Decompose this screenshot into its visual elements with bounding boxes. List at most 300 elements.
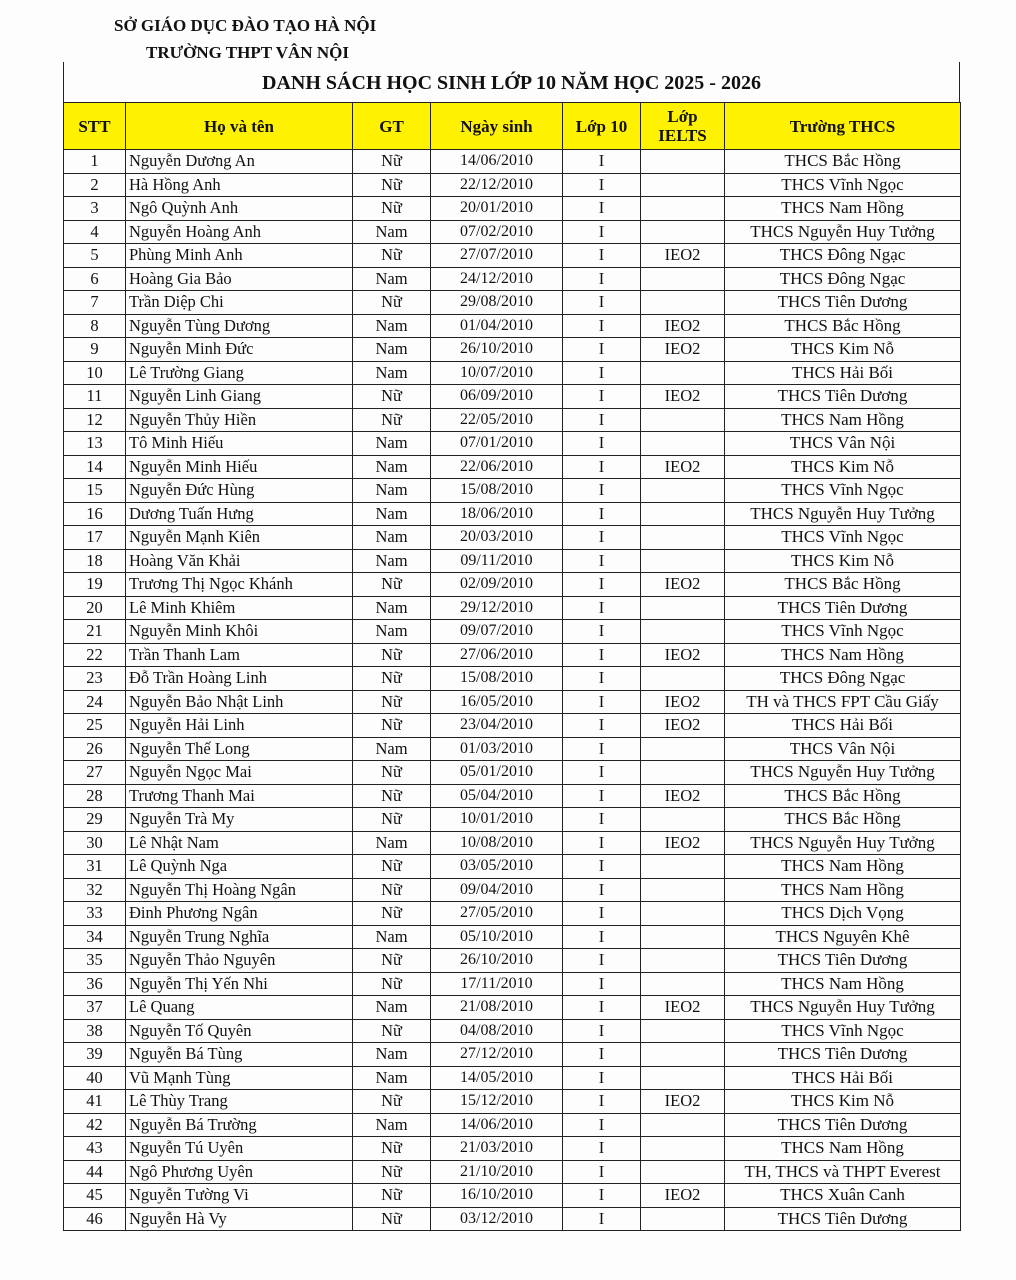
cell-class10: I bbox=[563, 925, 641, 949]
cell-name: Nguyễn Bá Tùng bbox=[126, 1043, 353, 1067]
cell-school: THCS Đông Ngạc bbox=[725, 667, 961, 691]
cell-stt: 36 bbox=[64, 972, 126, 996]
cell-ielts bbox=[641, 949, 725, 973]
cell-school: THCS Tiên Dương bbox=[725, 596, 961, 620]
cell-ielts bbox=[641, 761, 725, 785]
cell-name: Nguyễn Linh Giang bbox=[126, 385, 353, 409]
cell-school: THCS Tiên Dương bbox=[725, 1113, 961, 1137]
cell-school: THCS Bắc Hồng bbox=[725, 808, 961, 832]
cell-school: THCS Nguyễn Huy Tưởng bbox=[725, 996, 961, 1020]
cell-school: THCS Hải Bối bbox=[725, 714, 961, 738]
table-row bbox=[64, 761, 961, 785]
cell-ielts bbox=[641, 291, 725, 315]
cell-stt: 32 bbox=[64, 878, 126, 902]
table-row bbox=[64, 878, 961, 902]
table-row bbox=[64, 667, 961, 691]
cell-gender: Nữ bbox=[353, 197, 431, 221]
cell-name: Nguyễn Tùng Dương bbox=[126, 314, 353, 338]
cell-dob: 09/11/2010 bbox=[431, 549, 563, 573]
cell-name: Nguyễn Thủy Hiền bbox=[126, 408, 353, 432]
cell-stt: 44 bbox=[64, 1160, 126, 1184]
cell-ielts bbox=[641, 855, 725, 879]
cell-gender: Nữ bbox=[353, 714, 431, 738]
cell-school: THCS Nam Hồng bbox=[725, 1137, 961, 1161]
cell-ielts bbox=[641, 737, 725, 761]
cell-gender: Nữ bbox=[353, 855, 431, 879]
cell-gender: Nữ bbox=[353, 902, 431, 926]
cell-stt: 22 bbox=[64, 643, 126, 667]
cell-name: Lê Nhật Nam bbox=[126, 831, 353, 855]
table-row bbox=[64, 314, 961, 338]
cell-gender: Nữ bbox=[353, 1137, 431, 1161]
cell-school: THCS Vĩnh Ngọc bbox=[725, 479, 961, 503]
cell-gender: Nữ bbox=[353, 878, 431, 902]
cell-gender: Nam bbox=[353, 596, 431, 620]
cell-gender: Nam bbox=[353, 996, 431, 1020]
cell-gender: Nam bbox=[353, 220, 431, 244]
cell-stt: 39 bbox=[64, 1043, 126, 1067]
cell-ielts: IEO2 bbox=[641, 1184, 725, 1208]
cell-ielts bbox=[641, 1113, 725, 1137]
col-header-dob: Ngày sinh bbox=[431, 103, 563, 150]
cell-class10: I bbox=[563, 244, 641, 268]
cell-class10: I bbox=[563, 761, 641, 785]
cell-dob: 01/04/2010 bbox=[431, 314, 563, 338]
cell-school: THCS Nguyễn Huy Tưởng bbox=[725, 831, 961, 855]
cell-dob: 04/08/2010 bbox=[431, 1019, 563, 1043]
cell-ielts: IEO2 bbox=[641, 714, 725, 738]
cell-dob: 05/10/2010 bbox=[431, 925, 563, 949]
cell-stt: 35 bbox=[64, 949, 126, 973]
cell-name: Nguyễn Minh Khôi bbox=[126, 620, 353, 644]
cell-class10: I bbox=[563, 878, 641, 902]
cell-school: THCS Nam Hồng bbox=[725, 197, 961, 221]
cell-ielts bbox=[641, 972, 725, 996]
cell-dob: 09/04/2010 bbox=[431, 878, 563, 902]
cell-ielts bbox=[641, 361, 725, 385]
cell-dob: 21/08/2010 bbox=[431, 996, 563, 1020]
student-list-table bbox=[63, 102, 961, 1231]
cell-name: Nguyễn Hoàng Anh bbox=[126, 220, 353, 244]
cell-school: THCS Hải Bối bbox=[725, 361, 961, 385]
cell-gender: Nữ bbox=[353, 784, 431, 808]
cell-school: THCS Tiên Dương bbox=[725, 385, 961, 409]
table-row bbox=[64, 173, 961, 197]
cell-ielts: IEO2 bbox=[641, 690, 725, 714]
cell-gender: Nam bbox=[353, 549, 431, 573]
cell-gender: Nữ bbox=[353, 573, 431, 597]
cell-dob: 20/03/2010 bbox=[431, 526, 563, 550]
cell-dob: 26/10/2010 bbox=[431, 949, 563, 973]
cell-stt: 46 bbox=[64, 1207, 126, 1231]
table-row bbox=[64, 808, 961, 832]
cell-gender: Nữ bbox=[353, 1019, 431, 1043]
cell-gender: Nam bbox=[353, 1043, 431, 1067]
table-row bbox=[64, 455, 961, 479]
col-header-ielts-line2: IELTS bbox=[658, 126, 707, 145]
cell-class10: I bbox=[563, 949, 641, 973]
cell-class10: I bbox=[563, 197, 641, 221]
cell-dob: 23/04/2010 bbox=[431, 714, 563, 738]
cell-ielts bbox=[641, 808, 725, 832]
cell-name: Nguyễn Hà Vy bbox=[126, 1207, 353, 1231]
cell-school: THCS Nam Hồng bbox=[725, 408, 961, 432]
cell-gender: Nữ bbox=[353, 690, 431, 714]
cell-gender: Nam bbox=[353, 455, 431, 479]
cell-stt: 33 bbox=[64, 902, 126, 926]
cell-stt: 28 bbox=[64, 784, 126, 808]
cell-name: Dương Tuấn Hưng bbox=[126, 502, 353, 526]
col-header-gender: GT bbox=[353, 103, 431, 150]
table-row bbox=[64, 714, 961, 738]
cell-school: THCS Nguyễn Huy Tưởng bbox=[725, 502, 961, 526]
cell-dob: 15/08/2010 bbox=[431, 479, 563, 503]
table-row bbox=[64, 596, 961, 620]
cell-ielts: IEO2 bbox=[641, 314, 725, 338]
cell-gender: Nữ bbox=[353, 408, 431, 432]
cell-school: THCS Nam Hồng bbox=[725, 972, 961, 996]
cell-stt: 41 bbox=[64, 1090, 126, 1114]
cell-class10: I bbox=[563, 526, 641, 550]
cell-name: Ngô Phương Uyên bbox=[126, 1160, 353, 1184]
cell-ielts bbox=[641, 197, 725, 221]
table-row bbox=[64, 1019, 961, 1043]
table-row bbox=[64, 1066, 961, 1090]
cell-gender: Nam bbox=[353, 314, 431, 338]
cell-name: Ngô Quỳnh Anh bbox=[126, 197, 353, 221]
cell-name: Nguyễn Tú Uyên bbox=[126, 1137, 353, 1161]
cell-school: THCS Xuân Canh bbox=[725, 1184, 961, 1208]
cell-name: Hoàng Văn Khải bbox=[126, 549, 353, 573]
cell-name: Lê Quang bbox=[126, 996, 353, 1020]
cell-class10: I bbox=[563, 737, 641, 761]
cell-class10: I bbox=[563, 1184, 641, 1208]
cell-dob: 14/05/2010 bbox=[431, 1066, 563, 1090]
cell-ielts: IEO2 bbox=[641, 996, 725, 1020]
cell-dob: 27/05/2010 bbox=[431, 902, 563, 926]
cell-ielts bbox=[641, 526, 725, 550]
table-row bbox=[64, 526, 961, 550]
cell-dob: 16/05/2010 bbox=[431, 690, 563, 714]
cell-name: Nguyễn Thị Hoàng Ngân bbox=[126, 878, 353, 902]
cell-school: THCS Vân Nội bbox=[725, 432, 961, 456]
cell-school: THCS Đông Ngạc bbox=[725, 267, 961, 291]
cell-name: Hoàng Gia Bảo bbox=[126, 267, 353, 291]
cell-ielts: IEO2 bbox=[641, 831, 725, 855]
cell-class10: I bbox=[563, 361, 641, 385]
table-row bbox=[64, 408, 961, 432]
cell-class10: I bbox=[563, 479, 641, 503]
table-row bbox=[64, 338, 961, 362]
table-row bbox=[64, 385, 961, 409]
cell-class10: I bbox=[563, 1137, 641, 1161]
cell-gender: Nữ bbox=[353, 761, 431, 785]
cell-gender: Nữ bbox=[353, 385, 431, 409]
cell-gender: Nam bbox=[353, 267, 431, 291]
cell-dob: 22/06/2010 bbox=[431, 455, 563, 479]
cell-ielts: IEO2 bbox=[641, 385, 725, 409]
cell-gender: Nữ bbox=[353, 667, 431, 691]
cell-ielts bbox=[641, 408, 725, 432]
cell-stt: 27 bbox=[64, 761, 126, 785]
cell-stt: 5 bbox=[64, 244, 126, 268]
table-row bbox=[64, 479, 961, 503]
cell-class10: I bbox=[563, 1113, 641, 1137]
cell-dob: 05/04/2010 bbox=[431, 784, 563, 808]
cell-stt: 16 bbox=[64, 502, 126, 526]
cell-gender: Nữ bbox=[353, 972, 431, 996]
table-row bbox=[64, 620, 961, 644]
cell-class10: I bbox=[563, 1160, 641, 1184]
cell-stt: 1 bbox=[64, 150, 126, 174]
cell-class10: I bbox=[563, 338, 641, 362]
cell-stt: 40 bbox=[64, 1066, 126, 1090]
cell-name: Nguyễn Minh Đức bbox=[126, 338, 353, 362]
cell-name: Nguyễn Dương An bbox=[126, 150, 353, 174]
cell-class10: I bbox=[563, 1207, 641, 1231]
cell-class10: I bbox=[563, 502, 641, 526]
cell-school: THCS Nguyễn Huy Tưởng bbox=[725, 761, 961, 785]
cell-school: THCS Bắc Hồng bbox=[725, 150, 961, 174]
cell-class10: I bbox=[563, 291, 641, 315]
cell-class10: I bbox=[563, 596, 641, 620]
cell-name: Nguyễn Mạnh Kiên bbox=[126, 526, 353, 550]
cell-gender: Nữ bbox=[353, 1207, 431, 1231]
cell-stt: 42 bbox=[64, 1113, 126, 1137]
cell-gender: Nữ bbox=[353, 1090, 431, 1114]
col-header-class10: Lớp 10 bbox=[563, 103, 641, 150]
cell-dob: 09/07/2010 bbox=[431, 620, 563, 644]
cell-ielts bbox=[641, 1019, 725, 1043]
cell-dob: 16/10/2010 bbox=[431, 1184, 563, 1208]
cell-dob: 27/06/2010 bbox=[431, 643, 563, 667]
cell-class10: I bbox=[563, 784, 641, 808]
cell-gender: Nữ bbox=[353, 1160, 431, 1184]
cell-name: Nguyễn Bá Trường bbox=[126, 1113, 353, 1137]
cell-name: Trương Thị Ngọc Khánh bbox=[126, 573, 353, 597]
cell-name: Hà Hồng Anh bbox=[126, 173, 353, 197]
cell-dob: 24/12/2010 bbox=[431, 267, 563, 291]
cell-ielts: IEO2 bbox=[641, 1090, 725, 1114]
cell-ielts bbox=[641, 220, 725, 244]
cell-ielts bbox=[641, 925, 725, 949]
cell-class10: I bbox=[563, 1043, 641, 1067]
cell-name: Trương Thanh Mai bbox=[126, 784, 353, 808]
cell-gender: Nam bbox=[353, 526, 431, 550]
table-row bbox=[64, 432, 961, 456]
cell-gender: Nam bbox=[353, 432, 431, 456]
cell-dob: 20/01/2010 bbox=[431, 197, 563, 221]
cell-school: THCS Tiên Dương bbox=[725, 949, 961, 973]
cell-ielts: IEO2 bbox=[641, 455, 725, 479]
cell-name: Nguyễn Thảo Nguyên bbox=[126, 949, 353, 973]
cell-dob: 10/08/2010 bbox=[431, 831, 563, 855]
cell-class10: I bbox=[563, 150, 641, 174]
cell-ielts bbox=[641, 502, 725, 526]
cell-school: THCS Vĩnh Ngọc bbox=[725, 1019, 961, 1043]
cell-ielts bbox=[641, 620, 725, 644]
table-row bbox=[64, 831, 961, 855]
table-row bbox=[64, 1043, 961, 1067]
table-row bbox=[64, 1207, 961, 1231]
cell-stt: 14 bbox=[64, 455, 126, 479]
cell-stt: 37 bbox=[64, 996, 126, 1020]
cell-class10: I bbox=[563, 220, 641, 244]
cell-name: Nguyễn Thị Yến Nhi bbox=[126, 972, 353, 996]
cell-name: Vũ Mạnh Tùng bbox=[126, 1066, 353, 1090]
cell-school: THCS Vĩnh Ngọc bbox=[725, 620, 961, 644]
cell-stt: 6 bbox=[64, 267, 126, 291]
cell-school: THCS Nguyễn Huy Tưởng bbox=[725, 220, 961, 244]
cell-gender: Nữ bbox=[353, 808, 431, 832]
col-header-name: Họ và tên bbox=[126, 103, 353, 150]
cell-gender: Nam bbox=[353, 831, 431, 855]
table-row bbox=[64, 784, 961, 808]
cell-class10: I bbox=[563, 314, 641, 338]
cell-gender: Nữ bbox=[353, 643, 431, 667]
cell-gender: Nữ bbox=[353, 1184, 431, 1208]
cell-dob: 17/11/2010 bbox=[431, 972, 563, 996]
cell-name: Phùng Minh Anh bbox=[126, 244, 353, 268]
cell-dob: 15/12/2010 bbox=[431, 1090, 563, 1114]
cell-school: THCS Tiên Dương bbox=[725, 1207, 961, 1231]
cell-school: THCS Dịch Vọng bbox=[725, 902, 961, 926]
table-row bbox=[64, 361, 961, 385]
cell-gender: Nữ bbox=[353, 291, 431, 315]
cell-ielts: IEO2 bbox=[641, 784, 725, 808]
table-row bbox=[64, 1184, 961, 1208]
cell-ielts: IEO2 bbox=[641, 338, 725, 362]
cell-dob: 29/08/2010 bbox=[431, 291, 563, 315]
cell-class10: I bbox=[563, 972, 641, 996]
cell-stt: 8 bbox=[64, 314, 126, 338]
cell-class10: I bbox=[563, 1090, 641, 1114]
cell-stt: 3 bbox=[64, 197, 126, 221]
col-header-ielts-line1: Lớp bbox=[667, 107, 698, 126]
cell-gender: Nam bbox=[353, 479, 431, 503]
cell-gender: Nữ bbox=[353, 244, 431, 268]
cell-class10: I bbox=[563, 1066, 641, 1090]
cell-name: Lê Trường Giang bbox=[126, 361, 353, 385]
cell-dob: 10/07/2010 bbox=[431, 361, 563, 385]
cell-dob: 26/10/2010 bbox=[431, 338, 563, 362]
cell-name: Đinh Phương Ngân bbox=[126, 902, 353, 926]
cell-stt: 4 bbox=[64, 220, 126, 244]
cell-dob: 07/01/2010 bbox=[431, 432, 563, 456]
cell-stt: 18 bbox=[64, 549, 126, 573]
cell-school: TH, THCS và THPT Everest bbox=[725, 1160, 961, 1184]
cell-name: Lê Quỳnh Nga bbox=[126, 855, 353, 879]
cell-ielts bbox=[641, 432, 725, 456]
cell-dob: 10/01/2010 bbox=[431, 808, 563, 832]
cell-dob: 14/06/2010 bbox=[431, 1113, 563, 1137]
cell-ielts: IEO2 bbox=[641, 643, 725, 667]
table-row bbox=[64, 1113, 961, 1137]
table-row bbox=[64, 996, 961, 1020]
table-row bbox=[64, 855, 961, 879]
cell-stt: 26 bbox=[64, 737, 126, 761]
cell-dob: 03/12/2010 bbox=[431, 1207, 563, 1231]
cell-dob: 21/03/2010 bbox=[431, 1137, 563, 1161]
document-title: DANH SÁCH HỌC SINH LỚP 10 NĂM HỌC 2025 - 2026 bbox=[262, 72, 761, 94]
cell-ielts bbox=[641, 667, 725, 691]
cell-school: THCS Kim Nỗ bbox=[725, 549, 961, 573]
cell-stt: 17 bbox=[64, 526, 126, 550]
cell-school: THCS Đông Ngạc bbox=[725, 244, 961, 268]
table-row bbox=[64, 949, 961, 973]
cell-school: THCS Vĩnh Ngọc bbox=[725, 173, 961, 197]
cell-class10: I bbox=[563, 808, 641, 832]
cell-ielts bbox=[641, 1137, 725, 1161]
cell-gender: Nam bbox=[353, 737, 431, 761]
table-row bbox=[64, 1137, 961, 1161]
table-row bbox=[64, 643, 961, 667]
cell-ielts bbox=[641, 150, 725, 174]
cell-stt: 30 bbox=[64, 831, 126, 855]
cell-school: THCS Tiên Dương bbox=[725, 291, 961, 315]
cell-school: THCS Hải Bối bbox=[725, 1066, 961, 1090]
cell-dob: 18/06/2010 bbox=[431, 502, 563, 526]
table-row bbox=[64, 573, 961, 597]
cell-school: THCS Nam Hồng bbox=[725, 855, 961, 879]
cell-stt: 23 bbox=[64, 667, 126, 691]
cell-stt: 13 bbox=[64, 432, 126, 456]
cell-name: Nguyễn Minh Hiếu bbox=[126, 455, 353, 479]
table-row bbox=[64, 690, 961, 714]
cell-class10: I bbox=[563, 643, 641, 667]
cell-dob: 05/01/2010 bbox=[431, 761, 563, 785]
cell-gender: Nam bbox=[353, 925, 431, 949]
table-row bbox=[64, 549, 961, 573]
cell-stt: 7 bbox=[64, 291, 126, 315]
table-row bbox=[64, 502, 961, 526]
cell-dob: 27/07/2010 bbox=[431, 244, 563, 268]
cell-class10: I bbox=[563, 667, 641, 691]
school-name: TRƯỜNG THPT VÂN NỘI bbox=[146, 43, 349, 62]
cell-class10: I bbox=[563, 385, 641, 409]
table-row bbox=[64, 902, 961, 926]
cell-class10: I bbox=[563, 408, 641, 432]
cell-class10: I bbox=[563, 831, 641, 855]
cell-dob: 14/06/2010 bbox=[431, 150, 563, 174]
cell-gender: Nữ bbox=[353, 173, 431, 197]
table-row bbox=[64, 150, 961, 174]
cell-school: THCS Nam Hồng bbox=[725, 878, 961, 902]
cell-stt: 9 bbox=[64, 338, 126, 362]
cell-school: THCS Bắc Hồng bbox=[725, 784, 961, 808]
cell-ielts bbox=[641, 549, 725, 573]
cell-stt: 10 bbox=[64, 361, 126, 385]
cell-stt: 29 bbox=[64, 808, 126, 832]
cell-class10: I bbox=[563, 996, 641, 1020]
cell-name: Nguyễn Thế Long bbox=[126, 737, 353, 761]
table-row bbox=[64, 737, 961, 761]
cell-stt: 15 bbox=[64, 479, 126, 503]
cell-dob: 02/09/2010 bbox=[431, 573, 563, 597]
col-header-ielts bbox=[641, 103, 725, 150]
cell-ielts bbox=[641, 902, 725, 926]
cell-gender: Nữ bbox=[353, 150, 431, 174]
col-header-school: Trường THCS bbox=[725, 103, 961, 150]
cell-stt: 2 bbox=[64, 173, 126, 197]
col-header-stt: STT bbox=[64, 103, 126, 150]
cell-ielts bbox=[641, 173, 725, 197]
cell-class10: I bbox=[563, 690, 641, 714]
cell-school: THCS Vân Nội bbox=[725, 737, 961, 761]
cell-stt: 45 bbox=[64, 1184, 126, 1208]
cell-class10: I bbox=[563, 549, 641, 573]
cell-dob: 21/10/2010 bbox=[431, 1160, 563, 1184]
